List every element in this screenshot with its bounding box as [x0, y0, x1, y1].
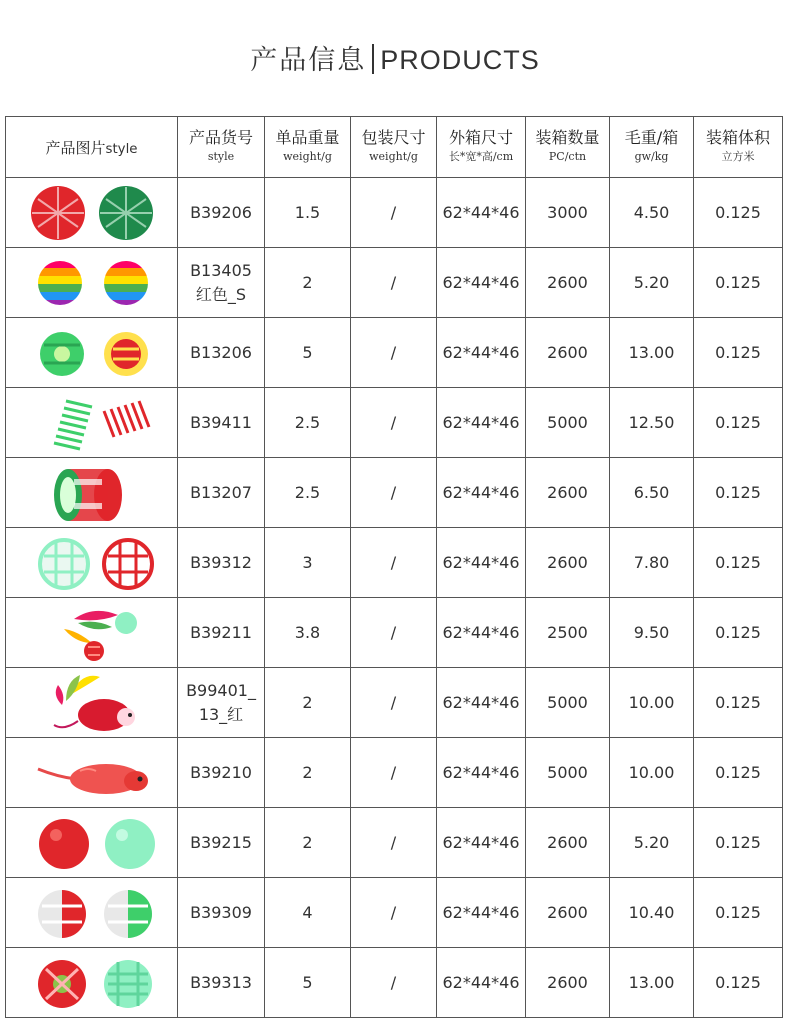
column-header: [351, 117, 437, 178]
sku-cell: [178, 248, 265, 318]
carton-qty-cell: 2500: [526, 598, 610, 668]
table-row: [6, 318, 783, 388]
unit-weight-cell: 4: [265, 878, 351, 948]
product-image-cell: [6, 458, 178, 528]
woven-balls-icon: [8, 949, 176, 1017]
column-header: [694, 117, 783, 178]
package-size-cell: /: [351, 948, 437, 1018]
carton-volume-cell: 0.125: [694, 318, 783, 388]
sku-text: B39210: [190, 762, 252, 782]
carton-volume-cell: 0.125: [694, 458, 783, 528]
table-row: [6, 178, 783, 248]
product-image-cell: [6, 388, 178, 458]
carton-size-cell: 62*44*46: [437, 948, 526, 1018]
carton-qty-cell: 3000: [526, 178, 610, 248]
carton-size-cell: 62*44*46: [437, 668, 526, 738]
carton-size-cell: 62*44*46: [437, 528, 526, 598]
carton-qty-cell: 5000: [526, 388, 610, 458]
gross-weight-cell: 4.50: [610, 178, 694, 248]
product-image-cell: [6, 738, 178, 808]
red-green-tinsel-balls-icon: [8, 179, 176, 247]
carton-size-cell: 62*44*46: [437, 318, 526, 388]
unit-weight-cell: 2: [265, 808, 351, 878]
table-row: [6, 388, 783, 458]
sku-text: B13206: [190, 342, 252, 362]
column-header-sub: 立方米: [721, 150, 755, 163]
carton-size-cell: 62*44*46: [437, 808, 526, 878]
sku-text: B13405: [190, 260, 252, 280]
column-header-label: 毛重/箱: [624, 128, 679, 147]
carton-qty-cell: 2600: [526, 878, 610, 948]
table-row: [6, 878, 783, 948]
unit-weight-cell: 1.5: [265, 178, 351, 248]
unit-weight-cell: 2: [265, 738, 351, 808]
package-size-cell: /: [351, 178, 437, 248]
product-image-cell: [6, 808, 178, 878]
table-header-row: [6, 117, 783, 178]
carton-qty-cell: 2600: [526, 318, 610, 388]
table-row: [6, 528, 783, 598]
sku-cell: [178, 948, 265, 1018]
page-title: [0, 38, 790, 77]
unit-weight-cell: 3: [265, 528, 351, 598]
table-row: [6, 738, 783, 808]
product-image-cell: [6, 598, 178, 668]
carton-qty-cell: 5000: [526, 738, 610, 808]
table-body: [6, 178, 783, 1018]
products-table: [5, 116, 783, 1018]
lattice-balls-icon: [8, 529, 176, 597]
column-header-sub: 长*宽*高/cm: [448, 150, 514, 163]
column-header-sub: gw/kg: [634, 150, 669, 163]
unit-weight-cell: 2.5: [265, 388, 351, 458]
unit-weight-cell: 3.8: [265, 598, 351, 668]
column-header-label: 产品货号: [188, 128, 253, 147]
sku-text: B39211: [190, 622, 252, 642]
carton-volume-cell: 0.125: [694, 388, 783, 458]
table-row: [6, 808, 783, 878]
sku-cell: [178, 458, 265, 528]
sku-cell: [178, 738, 265, 808]
carton-qty-cell: 2600: [526, 808, 610, 878]
product-image-cell: [6, 528, 178, 598]
carton-volume-cell: 0.125: [694, 808, 783, 878]
rainbow-foam-balls-icon: [8, 249, 176, 317]
carton-volume-cell: 0.125: [694, 178, 783, 248]
carton-volume-cell: 0.125: [694, 598, 783, 668]
two-tone-balls-icon: [8, 879, 176, 947]
package-size-cell: /: [351, 738, 437, 808]
sku-cell: [178, 178, 265, 248]
column-header-sub: style: [207, 150, 235, 163]
carton-volume-cell: 0.125: [694, 668, 783, 738]
package-size-cell: /: [351, 668, 437, 738]
column-header-sub: PC/ctn: [548, 150, 587, 163]
product-image-cell: [6, 318, 178, 388]
column-header-sub: weight/g: [369, 150, 418, 163]
package-size-cell: /: [351, 248, 437, 318]
title-divider: [372, 44, 374, 74]
sku-cell: [178, 528, 265, 598]
column-header-label: 装箱数量: [535, 128, 600, 147]
carton-size-cell: 62*44*46: [437, 178, 526, 248]
carton-volume-cell: 0.125: [694, 948, 783, 1018]
sku-text: B39309: [190, 902, 252, 922]
carton-volume-cell: 0.125: [694, 528, 783, 598]
page-title-cn: 产品信息: [250, 45, 367, 76]
column-header-label: 装箱体积: [705, 128, 770, 147]
gross-weight-cell: 7.80: [610, 528, 694, 598]
gross-weight-cell: 13.00: [610, 318, 694, 388]
sku-cell: [178, 668, 265, 738]
gross-weight-cell: 5.20: [610, 248, 694, 318]
carton-volume-cell: 0.125: [694, 248, 783, 318]
sku-text: 13_红: [198, 704, 244, 724]
sku-cell: [178, 878, 265, 948]
carton-qty-cell: 2600: [526, 948, 610, 1018]
column-header-sub: style: [105, 141, 138, 157]
unit-weight-cell: 2: [265, 248, 351, 318]
spring-toys-icon: [8, 389, 176, 457]
table-row: [6, 598, 783, 668]
sku-text: B39313: [190, 972, 252, 992]
sku-text: B13207: [190, 482, 252, 502]
table-row: [6, 248, 783, 318]
table-row: [6, 948, 783, 1018]
column-header: [610, 117, 694, 178]
column-header: [526, 117, 610, 178]
product-image-cell: [6, 668, 178, 738]
column-header-label: 外箱尺寸: [448, 128, 513, 147]
package-size-cell: /: [351, 808, 437, 878]
carton-size-cell: 62*44*46: [437, 458, 526, 528]
feather-mouse-icon: [8, 669, 176, 737]
sku-cell: [178, 598, 265, 668]
column-header: [437, 117, 526, 178]
carton-size-cell: 62*44*46: [437, 598, 526, 668]
package-size-cell: /: [351, 528, 437, 598]
carton-volume-cell: 0.125: [694, 738, 783, 808]
carton-size-cell: 62*44*46: [437, 248, 526, 318]
sku-text: B39312: [190, 552, 252, 572]
carton-size-cell: 62*44*46: [437, 738, 526, 808]
column-header-label: 包装尺寸: [361, 128, 426, 147]
unit-weight-cell: 2: [265, 668, 351, 738]
product-image-cell: [6, 878, 178, 948]
sku-cell: [178, 388, 265, 458]
unit-weight-cell: 2.5: [265, 458, 351, 528]
sku-cell: [178, 808, 265, 878]
plush-mouse-icon: [8, 739, 176, 807]
roller-toy-icon: [8, 459, 176, 527]
carton-size-cell: 62*44*46: [437, 388, 526, 458]
carton-size-cell: 62*44*46: [437, 878, 526, 948]
page-title-en: PRODUCTS: [380, 45, 540, 75]
unit-weight-cell: 5: [265, 948, 351, 1018]
column-header: [265, 117, 351, 178]
carton-qty-cell: 5000: [526, 668, 610, 738]
column-header-label: 单品重量: [275, 128, 340, 147]
column-header: [6, 117, 178, 178]
feather-ball-toys-icon: [8, 599, 176, 667]
gross-weight-cell: 6.50: [610, 458, 694, 528]
package-size-cell: /: [351, 458, 437, 528]
unit-weight-cell: 5: [265, 318, 351, 388]
column-header-sub: weight/g: [283, 150, 332, 163]
gross-weight-cell: 10.00: [610, 738, 694, 808]
sku-text: B39206: [190, 202, 252, 222]
product-image-cell: [6, 178, 178, 248]
gross-weight-cell: 10.00: [610, 668, 694, 738]
sku-text: B39411: [190, 412, 252, 432]
carton-qty-cell: 2600: [526, 528, 610, 598]
sku-text: 红色_S: [195, 284, 247, 304]
sku-text: B39215: [190, 832, 252, 852]
sku-cell: [178, 318, 265, 388]
product-image-cell: [6, 948, 178, 1018]
gross-weight-cell: 9.50: [610, 598, 694, 668]
gross-weight-cell: 13.00: [610, 948, 694, 1018]
package-size-cell: /: [351, 598, 437, 668]
column-header: [178, 117, 265, 178]
sku-text: B99401_: [186, 680, 256, 700]
carton-volume-cell: 0.125: [694, 878, 783, 948]
package-size-cell: /: [351, 388, 437, 458]
column-header-label: 产品图片: [45, 138, 106, 157]
gross-weight-cell: 12.50: [610, 388, 694, 458]
bell-balls-icon: [8, 319, 176, 387]
package-size-cell: /: [351, 878, 437, 948]
table-row: [6, 668, 783, 738]
carton-qty-cell: 2600: [526, 458, 610, 528]
product-image-cell: [6, 248, 178, 318]
gross-weight-cell: 5.20: [610, 808, 694, 878]
carton-qty-cell: 2600: [526, 248, 610, 318]
package-size-cell: /: [351, 318, 437, 388]
gross-weight-cell: 10.40: [610, 878, 694, 948]
table-row: [6, 458, 783, 528]
solid-balls-icon: [8, 809, 176, 877]
